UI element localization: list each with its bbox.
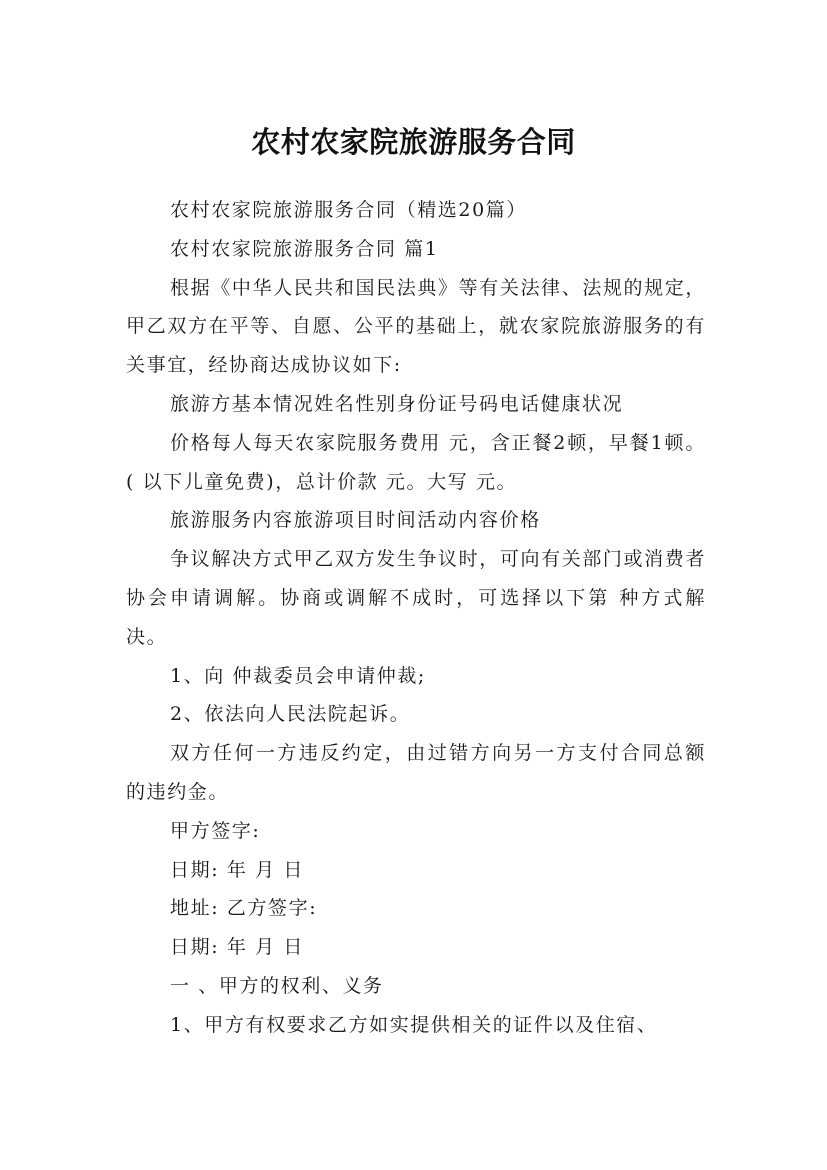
- paragraph-traveler-info: 旅游方基本情况姓名性别身份证号码电话健康状况: [170, 392, 624, 415]
- paragraph-price: 价格每人每天农家院服务费用 元，含正餐2顿，早餐1顿。( 以下儿童免费)，总计价款 元。大写 元。: [126, 431, 706, 493]
- paragraph-chapter-heading: 农村农家院旅游服务合同 篇1: [170, 237, 439, 260]
- paragraph-date-1: 日期: 年 月 日: [170, 858, 304, 881]
- paragraph-arbitration: 1、向 仲裁委员会申请仲裁;: [170, 664, 426, 687]
- paragraph-dispute-resolution: 争议解决方式甲乙双方发生争议时，可向有关部门或消费者协会申请调解。协商或调解不成时，可选择以下第 种方式解决。: [126, 548, 706, 648]
- paragraph-litigation: 2、依法向人民法院起诉。: [170, 703, 411, 726]
- document-title: 农村农家院旅游服务合同: [251, 125, 576, 160]
- document-body: [126, 191, 706, 1045]
- paragraph-service-content: 旅游服务内容旅游项目时间活动内容价格: [170, 509, 541, 532]
- paragraph-penalty: 双方任何一方违反约定，由过错方向另一方支付合同总额 的违约金。: [126, 742, 706, 803]
- paragraph-party-a-signature: 甲方签字:: [170, 819, 261, 842]
- paragraph-address-party-b-signature: 地址: 乙方签字:: [170, 897, 318, 920]
- paragraph-legal-basis: 根据《中华人民共和国民法典》等有关法律、法规的规定，甲乙双方在平等、自愿、公平的基础上，就农家院旅游服务的有关事宜，经协商达成协议如下:: [126, 276, 706, 377]
- paragraph-contract-subtitle: 农村农家院旅游服务合同（精选20篇）: [170, 199, 527, 221]
- paragraph-party-a-rights-1: 1、甲方有权要求乙方如实提供相关的证件以及住宿、: [170, 1013, 658, 1036]
- paragraph-date-2: 日期: 年 月 日: [170, 936, 304, 959]
- paragraph-party-a-rights-heading: 一 、甲方的权利、义务: [170, 974, 384, 997]
